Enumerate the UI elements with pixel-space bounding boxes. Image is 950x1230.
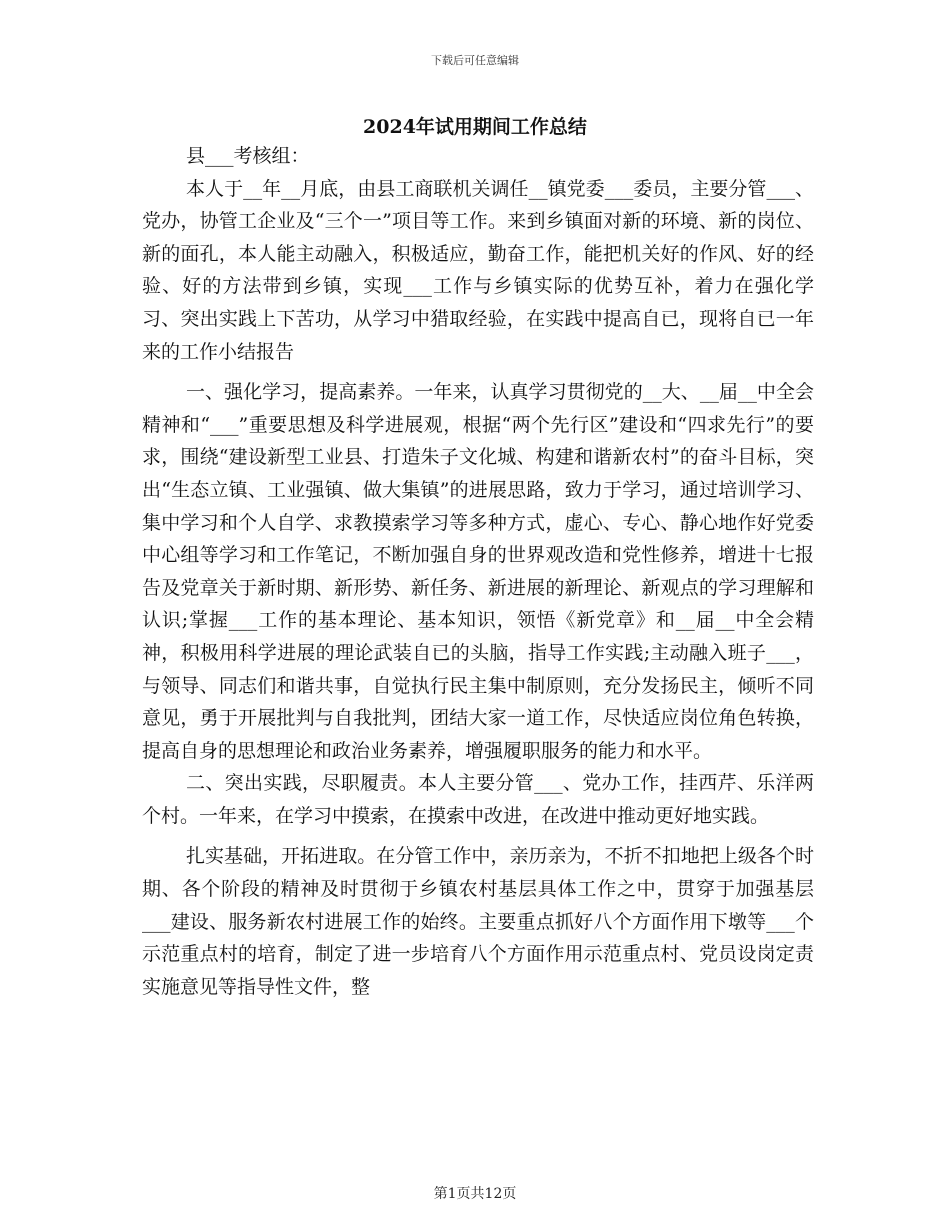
- paragraph-section-1: 一、强化学习，提高素养。一年来，认真学习贯彻党的__大、__届__中全会精神和“___”重要思想及科学进展观，根据“两个先行区”建设和“四求先行”的要求，围绕“建设新型工业县、打造朱子文化城、构建和谐新农村”的奋斗目标，突出“生态立镇、工业强镇、做大集镇”的进展思路，致力于学习，通过培训学习、集中学习和个人自学、求教摸索学习等多种方式，虚心、专心、静心地作好党委中心组等学习和工作笔记，不断加强自身的世界观改造和党性修养，增进十七报告及党章关于新时期、新形势、新任务、新进展的新理论、新观点的学习理解和认识;掌握___工作的基本理论、基本知识，领悟《新党章》和__届__中全会精神，积极用科学进展的理论武装自已的头脑，指导工作实践;主动融入班子___，与领导、同志们和谐共事，自觉执行民主集中制原则，充分发扬民主，倾听不同意见，勇于开展批判与自我批判，团结大家一道工作，尽快适应岗位角色转换，提高自身的思想理论和政治业务素养，增强履职服务的能力和水平。: [142, 381, 814, 762]
- page-header-note: 下载后可任意编辑: [431, 54, 519, 67]
- salutation: 县___考核组：: [186, 145, 310, 167]
- page-footer-number: 第1页共12页: [433, 1186, 517, 1202]
- paragraph-section-2-detail: 扎实基础，开拓进取。在分管工作中，亲历亲为，不折不扣地把上级各个时期、各个阶段的精神及时贯彻于乡镇农村基层具体工作之中，贯穿于加强基层___建设、服务新农村进展工作的始终。主要重点抓好八个方面作用下墩等___个示范重点村的培育，制定了进一步培育八个方面作用示范重点村、党员设岗定责实施意见等指导性文件，整: [142, 845, 814, 998]
- paragraph-section-2: 二、突出实践，尽职履责。本人主要分管___、党办工作，挂西芹、乐洋两个村。一年来，在学习中摸索，在摸索中改进，在改进中推动更好地实践。: [142, 772, 814, 827]
- document-title: 2024年试用期间工作总结: [363, 116, 587, 138]
- document-body: [142, 140, 814, 1003]
- paragraph-intro: 本人于__年__月底，由县工商联机关调任__镇党委___委员，主要分管___、党办，协管工企业及“三个一”项目等工作。来到乡镇面对新的环境、新的岗位、新的面孔，本人能主动融入，积极适应，勤奋工作，能把机关好的作风、好的经验、好的方法带到乡镇，实现___工作与乡镇实际的优势互补，着力在强化学习、突出实践上下苦功，从学习中猎取经验，在实践中提高自已，现将自已一年来的工作小结报告: [142, 177, 814, 363]
